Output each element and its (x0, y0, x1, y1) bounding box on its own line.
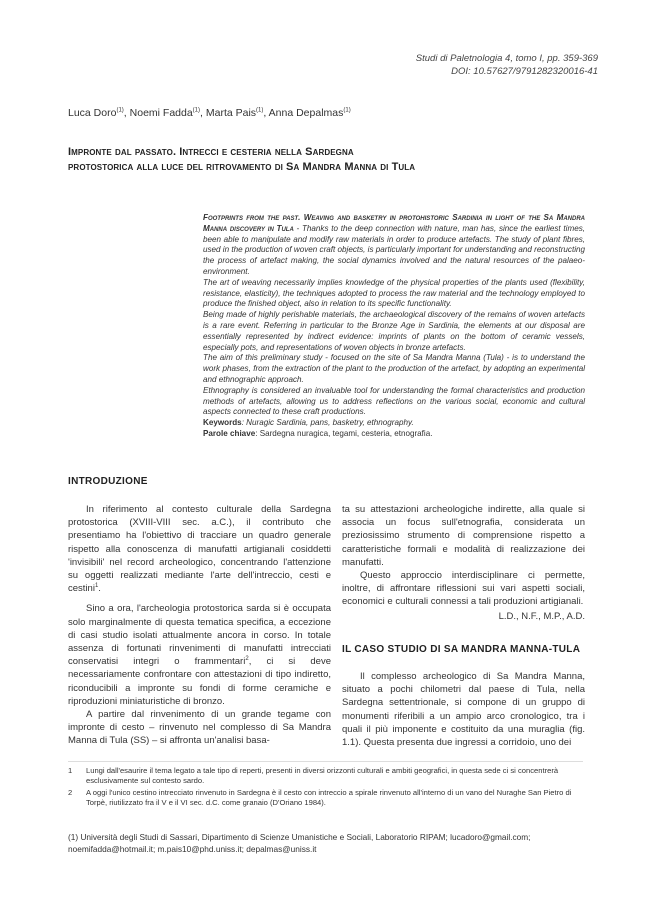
affiliation-mark: (1) (256, 107, 264, 114)
right-column-top (342, 503, 585, 623)
english-title: Footprints from the past. Weaving and basketry in protohistoric Sardinia in light of the Sa Mandra Manna discovery in Tula (203, 213, 585, 233)
title-line: Impronte dal passato. Intrecci e cesteria nella Sardegna (68, 146, 354, 158)
footnote (68, 766, 585, 786)
paper-title (68, 145, 538, 175)
author-name: Anna Depalmas (268, 107, 344, 119)
author-initials: L.D., N.F., M.P., A.D. (498, 610, 585, 622)
abstract-paragraph: Ethnography is considered an invaluable tool for understanding the formal characteristics and production methods of artefacts, allowing us to address reflections on the various social, economic and cultural aspects connected to these craft productions. (203, 385, 585, 417)
affiliation-mark: (1) (192, 107, 201, 114)
author-name: Noemi Fadda (129, 107, 193, 119)
section-heading-case: IL CASO STUDIO DI SA MANDRA MANNA-TULA (342, 644, 581, 655)
footnote-ref: 1 (94, 583, 99, 590)
paragraph-text: , ci si deve necessariamente confrontare con attestazioni di tipo indiretto, riconducibili a impronte su fondi di forme ceramiche e riproduzioni miniaturistiche di bronzo. (68, 656, 331, 707)
abstract-paragraph (203, 213, 585, 278)
abstract-text: - Thanks to the deep connection with nature, man has, since the earliest times, been able to manipulate and modify raw materials in order to produce artefacts. The study of plant fibres, used in the production of woven craft objects, is particularly important for understanding and reconstructing the process of artefact making, the social dynamics involved and the natural resources of the palaeo-environment. (203, 223, 586, 276)
parole-text: : Sardegna nuragica, tegami, cesteria, etnografia. (255, 428, 433, 438)
body-paragraph: Il complesso archeologico di Sa Mandra Manna, situato a pochi chilometri dal paese di Tula, nella Sardegna settentrionale, si compone di un gruppo di monumenti riferibili a un ampio arco cronologico, tra i quali il più imponente e costituito da una muraglia (fig. 1.1). Questa presenta due ingressi a corridoio, uno dei (342, 671, 585, 749)
abstract-paragraph: The art of weaving necessarily implies knowledge of the physical properties of the plants used (flexibility, resistance, elasticity), the techniques adopted to process the raw material and the technology employed to produce the finished object, also in relation to its specific functionality. (203, 277, 585, 309)
body-paragraph: A partire dal rinvenimento di un grande tegame con impronte di cesto – rinvenuto nel complesso di Sa Mandra Manna di Tula (SS) – si affronta un'analisi basa- (68, 709, 331, 747)
body-paragraph: Questo approccio interdisciplinare ci permette, inoltre, di affrontare riflessioni sui vari aspetti sociali, economici e culturali connessi a tali produzioni artigianali. (342, 570, 585, 608)
footnote (68, 788, 585, 808)
section-heading-intro: INTRODUZIONE (68, 476, 148, 487)
footnote-text: Lungi dall'esaurire il tema legato a tale tipo di reperti, presenti in diversi orizzonti culturali e ambiti geografici, in questa sede ci si concentrerà esclusivamente sul contesto sardo. (86, 766, 559, 785)
author-separator: , (263, 107, 269, 119)
body-paragraph (68, 503, 331, 595)
doi: DOI: 10.57627/9791282320016-41 (451, 66, 598, 77)
abstract-paragraph: The aim of this preliminary study - focused on the site of Sa Mandra Manna (Tula) - is to understand the work phases, from the extraction of the plant to the production of the artefact, by adopting an experimental and ethnographic approach. (203, 353, 585, 384)
right-column-bottom (342, 670, 585, 749)
paragraph-text: . (98, 583, 101, 595)
author-list (68, 107, 351, 119)
keywords (203, 418, 585, 429)
journal-citation: Studi di Paletnologia 4, tomo I, pp. 359-369 (415, 53, 598, 64)
affiliation-mark: (1) (343, 107, 351, 114)
author-separator: , (200, 107, 206, 119)
author-name: Marta Pais (205, 107, 257, 119)
affiliation-note: (1) Università degli Studi di Sassari, Dipartimento di Scienze Umanistiche e Sociali, Laboratorio RIPAM; lucadoro@gmail.com; noemifadda@hotmail.it; m.pais10@phd.uniss.it; depalmas@uniss.it (68, 832, 531, 854)
footnote-number: 2 (68, 788, 73, 797)
affiliation-mark: (1) (116, 107, 124, 114)
left-column (68, 503, 331, 748)
journal-header (416, 52, 598, 78)
parole-label: Parole chiave (203, 428, 256, 438)
keywords-text: : Nuragic Sardinia, pans, basketry, ethnography. (241, 418, 414, 428)
abstract (203, 213, 585, 440)
author-name: Luca Doro (68, 107, 117, 119)
body-paragraph (68, 602, 331, 708)
keywords-label: Keywords (203, 418, 242, 428)
body-paragraph: ta su attestazioni archeologiche indirette, alla quale si associa un focus sull'etnografia, considerata un preziosissimo strumento di comprensione rispetto a caratteristiche formali e modalità di realizzazione dei manufatti. (342, 504, 585, 568)
paragraph-text: Sino a ora, l'archeologia protostorica sarda si è occupata solo marginalmente di questa tematica specifica, a eccezione di casi studio isolati attualmente ancora in corso. In totale assenza di fortunati rinvenimenti di manufatti intrecciati conservatisi integri o frammentari (68, 603, 331, 668)
paragraph-text: In riferimento al contesto culturale della Sardegna protostorica (XVIII-VIII sec. a.C.), il contributo che presentiamo ha l'obiettivo di tracciare un quadro generale rispetto alla conoscenza di manufatti artigianali cosiddetti 'invisibili' nel record archeologico, concentrando l'attenzione su oggetti realizzati mediante l'arte dell'intreccio, cesti e cestini (68, 504, 331, 595)
abstract-paragraph: Being made of highly perishable materials, the archaeological discovery of the remains of woven artefacts is a rare event. Referring in particular to the Bronze Age in Sardinia, the elements at our disposal are essentially represented by indirect evidence: imprints of plants on the bottom of ceramic vessels, especially pots, and representations of woven objects in bronze artefacts. (203, 310, 585, 352)
title-line: protostorica alla luce del ritrovamento di Sa Mandra Manna di Tula (68, 161, 416, 173)
parole-chiave (203, 429, 585, 440)
footnote-text: A oggi l'unico cestino intrecciato rinvenuto in Sardegna è il cesto con intreccio a spirale rinvenuto all'interno di un vano del Nuraghe San Pietro di Torpè, riutilizzato fra il V e il VI sec. d.C. come granaio (D'Oriano 1984). (86, 788, 572, 807)
footnote-number: 1 (68, 766, 73, 775)
author-separator: , (123, 107, 130, 119)
footnote-ref: 2 (245, 656, 249, 663)
footnote-rule (68, 761, 583, 762)
